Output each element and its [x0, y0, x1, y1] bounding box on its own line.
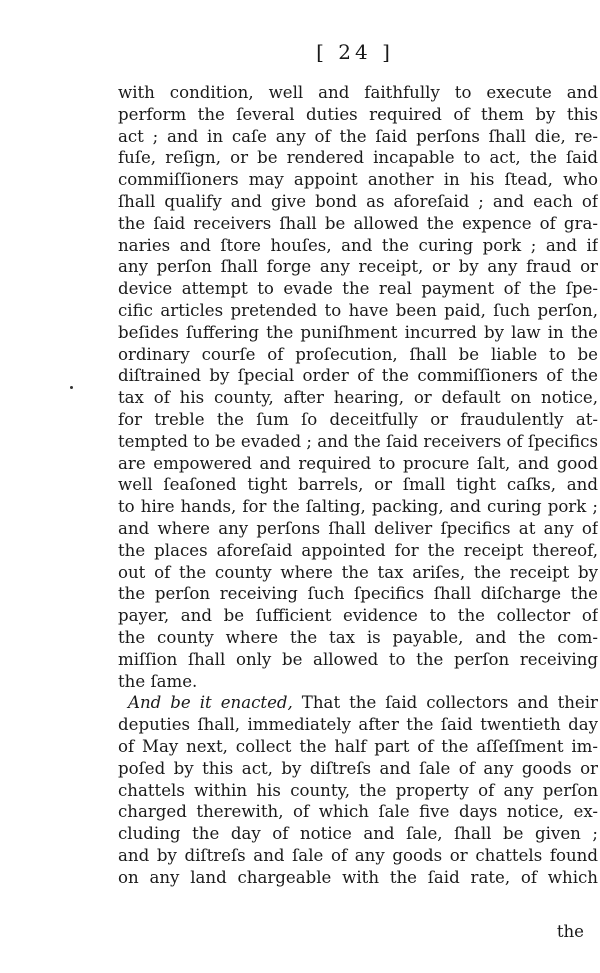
text-line: the ſame. [118, 671, 198, 691]
text-line: with condition, well and faithfully to execute and [118, 83, 598, 102]
paragraph-1 [98, 82, 598, 692]
text-line: to hire hands, for the ſalting, packing, and curing pork ; [118, 497, 598, 517]
enacting-clause: And be it enacted, [128, 693, 293, 713]
text-line-with-lead [98, 692, 598, 714]
text-line: and where any perſons ſhall deliver ſpecifics at any of [118, 518, 598, 538]
text-line: for treble the ſum ſo deceitfully or fraudulently at- [118, 409, 598, 429]
catchword: the [556, 922, 584, 941]
text-line: cluding the day of notice and ſale, ſhall be given ; [118, 824, 598, 844]
margin-ink-mark [70, 386, 73, 389]
text-line: act ; and in caſe any of the ſaid perſons ſhall die, re- [118, 126, 598, 146]
text-line: fuſe, reſign, or be rendered incapable to act, the ſaid [118, 148, 598, 168]
text-line: the county where the tax is payable, and the com- [118, 627, 598, 647]
text-line: perform the ſeveral duties required of them by this [118, 104, 598, 124]
text-line: device attempt to evade the real payment of the ſpe- [118, 279, 598, 299]
text-line: any perſon ſhall forge any receipt, or by any fraud or [118, 257, 598, 277]
text-line: ordinary courſe of proſecution, ſhall be liable to be [118, 344, 598, 364]
text-line: beſides ſuffering the puniſhment incurred by law in the [118, 322, 598, 342]
text-line: diſtrained by ſpecial order of the commiſſioners of the [118, 366, 598, 386]
text-line: miſſion ſhall only be allowed to the perſon receiving [118, 649, 598, 669]
text-line: ſhall qualify and give bond as aforeſaid ; and each of [118, 191, 598, 211]
text-line: the perſon receiving ſuch ſpecifics ſhall diſcharge the [118, 584, 598, 604]
text-line-remainder: That the ſaid collectors and their [292, 693, 598, 713]
text-line: chattels within his county, the property of any perſon [118, 780, 598, 800]
text-line: out of the county where the tax ariſes, the receipt by [118, 562, 598, 582]
text-line: deputies ſhall, immediately after the ſaid twentieth day [118, 715, 598, 735]
text-line: the places aforeſaid appointed for the receipt thereof, [118, 540, 598, 560]
text-line: well ſeaſoned tight barrels, or ſmall tight caſks, and [118, 475, 598, 495]
text-line: naries and ſtore houſes, and the curing pork ; and if [118, 235, 598, 255]
text-line: and by diſtreſs and ſale of any goods or chattels found [118, 845, 598, 865]
body-text [98, 82, 598, 888]
text-line: on any land chargeable with the ſaid rate, of which [118, 867, 598, 887]
text-line: commiſſioners may appoint another in his ſtead, who [118, 170, 598, 190]
text-line: poſed by this act, by diſtreſs and ſale of any goods or [118, 758, 598, 778]
text-line: of May next, collect the half part of the aſſeſſment im- [118, 736, 598, 756]
text-line: cific articles pretended to have been paid, ſuch perſon, [118, 300, 598, 320]
text-line: payer, and be ſufficient evidence to the collector of [118, 606, 598, 626]
text-line: are empowered and required to procure ſalt, and good [118, 453, 598, 473]
page-number: [ 24 ] [316, 40, 394, 64]
text-line: the ſaid receivers ſhall be allowed the expence of gra- [118, 213, 598, 233]
text-line: tempted to be evaded ; and the ſaid receivers of ſpecifics [118, 431, 598, 451]
text-line: tax of his county, after hearing, or default on notice, [118, 388, 598, 408]
paragraph-2 [98, 692, 598, 888]
text-line: charged therewith, of which ſale five days notice, ex- [118, 802, 598, 822]
